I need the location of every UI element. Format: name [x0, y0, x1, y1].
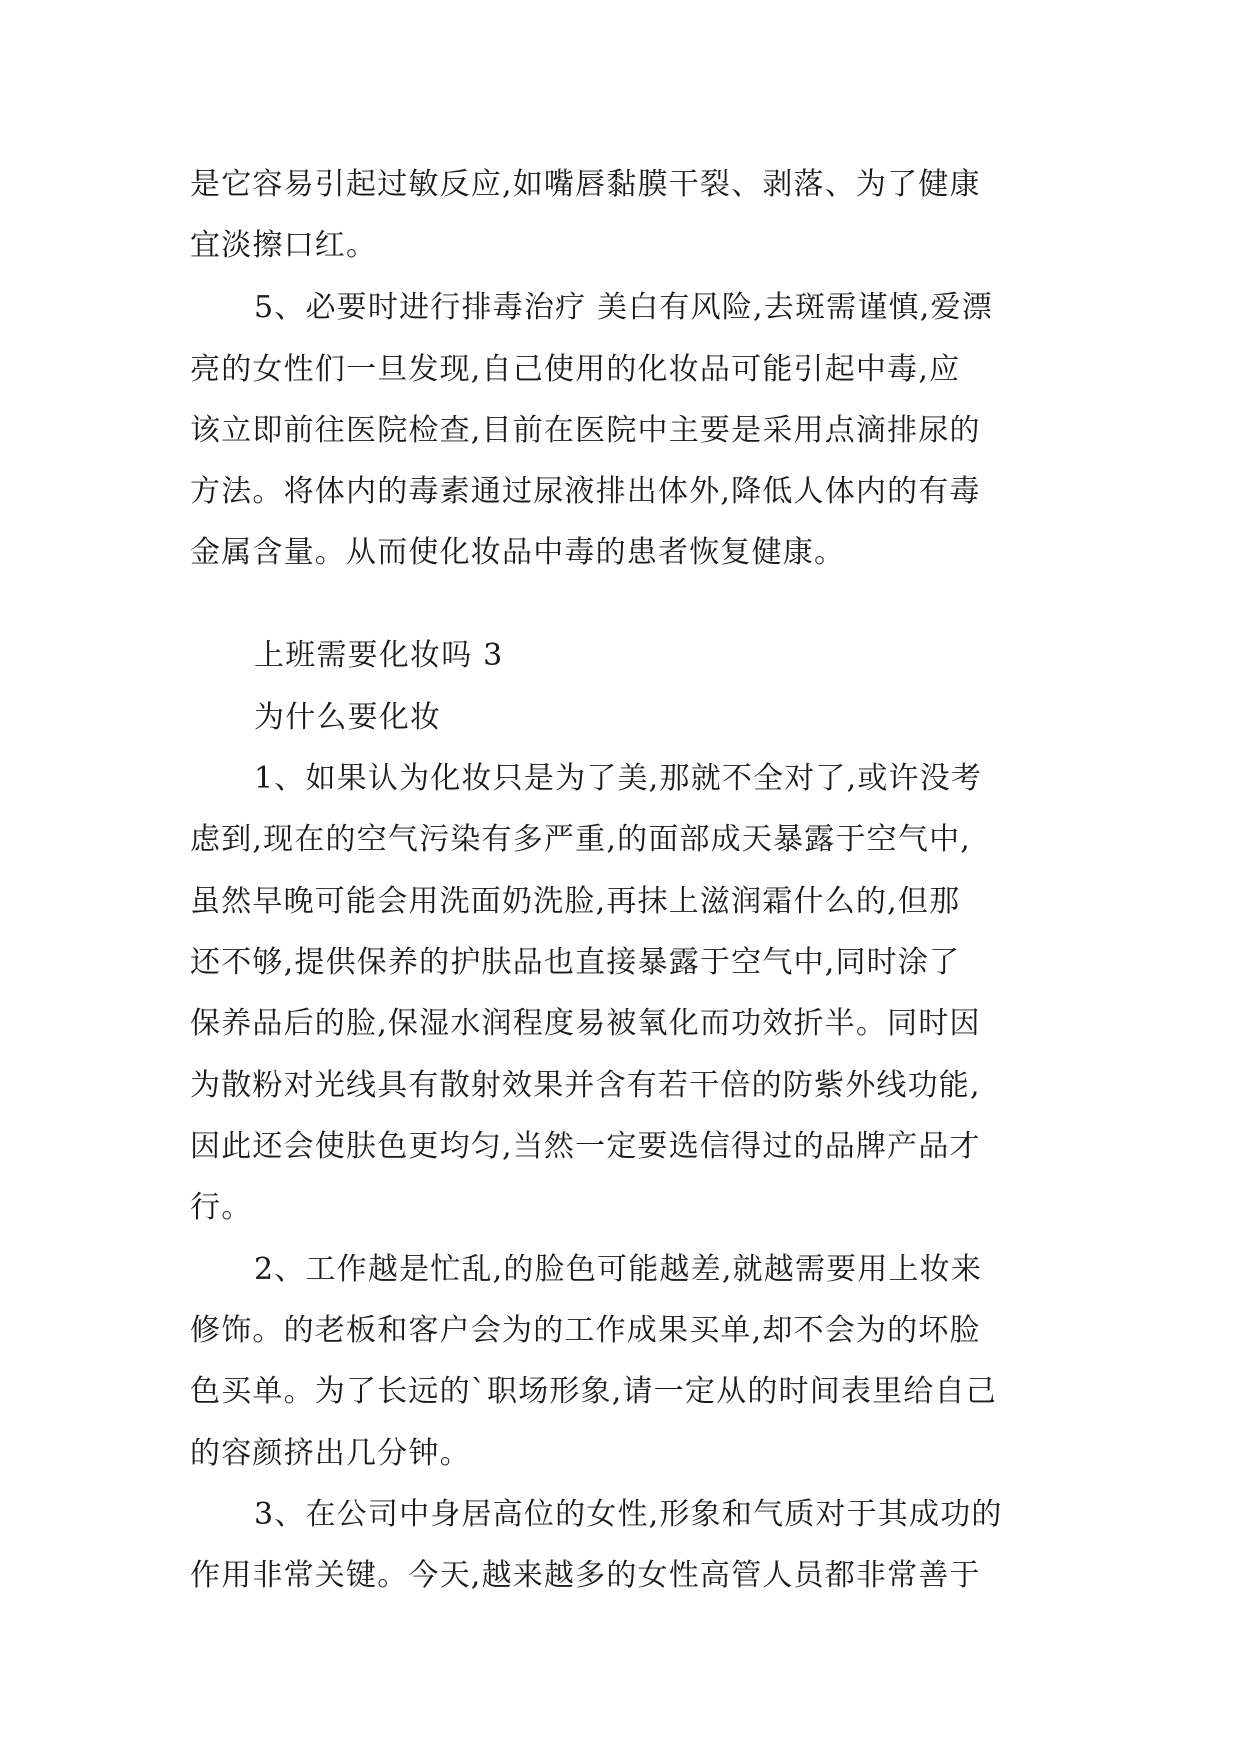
text-line: 行。: [190, 1190, 253, 1225]
section-heading: 上班需要化妆吗 3: [254, 638, 504, 673]
text-line: 虽然早晚可能会用洗面奶洗脸,再抹上滋润霜什么的,但那: [190, 884, 961, 919]
text-line: 是它容易引起过敏反应,如嘴唇黏膜干裂、剥落、为了健康: [190, 167, 981, 202]
text-line: 修饰。的老板和客户会为的工作成果买单,却不会为的坏脸: [190, 1313, 981, 1348]
text-line: 该立即前往医院检查,目前在医院中主要是采用点滴排尿的: [190, 413, 981, 448]
text-line: 亮的女性们一旦发现,自己使用的化妆品可能引起中毒,应: [190, 352, 961, 387]
text-line: 的容颜挤出几分钟。: [190, 1436, 471, 1471]
text-line: 5、必要时进行排毒治疗 美白有风险,去斑需谨慎,爱漂: [254, 290, 993, 325]
text-line: 3、在公司中身居高位的女性,形象和气质对于其成功的: [254, 1497, 1003, 1532]
text-line: 作用非常关键。今天,越来越多的女性高管人员都非常善于: [190, 1558, 981, 1593]
text-line: 2、工作越是忙乱,的脸色可能越差,就越需要用上妆来: [254, 1252, 983, 1287]
text-line: 1、如果认为化妆只是为了美,那就不全对了,或许没考: [254, 761, 983, 796]
text-line: 因此还会使肤色更均匀,当然一定要选信得过的品牌产品才: [190, 1129, 981, 1164]
text-line: 为散粉对光线具有散射效果并含有若干倍的防紫外线功能,: [190, 1068, 981, 1103]
text-line: 方法。将体内的毒素通过尿液排出体外,降低人体内的有毒: [190, 474, 981, 509]
text-line: 宜淡擦口红。: [190, 228, 378, 263]
text-line: 虑到,现在的空气污染有多严重,的面部成天暴露于空气中,: [190, 822, 972, 857]
text-line: 色买单。为了长远的`职场形象,请一定从的时间表里给自己: [190, 1374, 997, 1409]
subheading: 为什么要化妆: [254, 700, 442, 735]
text-line: 还不够,提供保养的护肤品也直接暴露于空气中,同时涂了: [190, 945, 961, 980]
text-line: 金属含量。从而使化妆品中毒的患者恢复健康。: [190, 535, 846, 570]
text-line: 保养品后的脸,保湿水润程度易被氧化而功效折半。同时因: [190, 1006, 981, 1041]
